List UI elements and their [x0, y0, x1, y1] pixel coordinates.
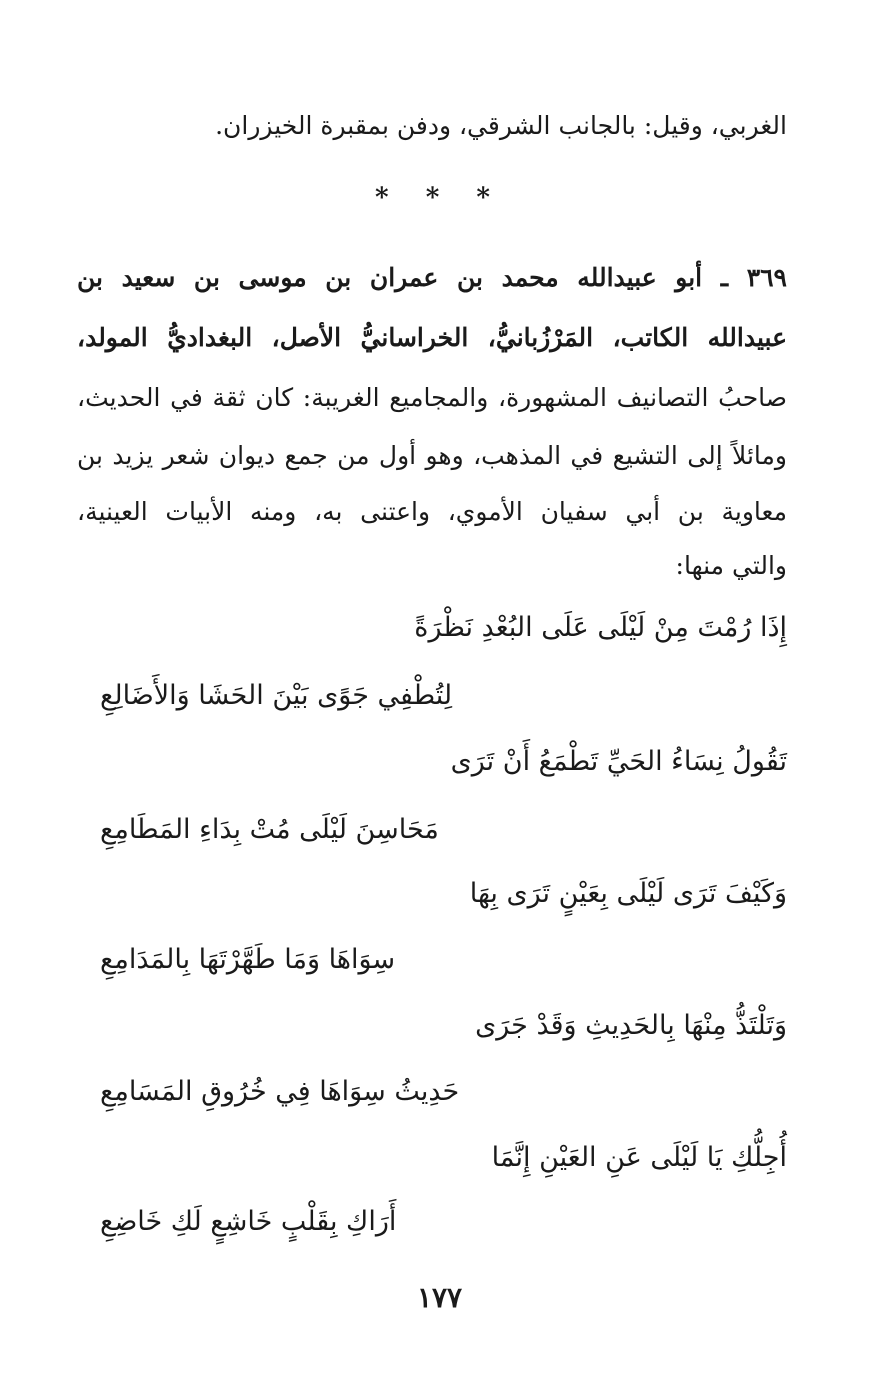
verse-first-hemistich: وَكَيْفَ تَرَى لَيْلَى بِعَيْنٍ تَرَى بِهَا: [469, 878, 787, 909]
intro-line: الغربي، وقيل: بالجانب الشرقي، ودفن بمقبرة الخيزران.: [215, 111, 787, 140]
verse-first-hemistich: إِذَا رُمْتَ مِنْ لَيْلَى عَلَى البُعْدِ نَظْرَةً: [414, 612, 787, 643]
page-number: ١٧٧: [416, 1281, 463, 1314]
entry-line: ٣٦٩ ـ أبو عبيدالله محمد بن عمران بن موسى بن سعيد بن: [77, 263, 787, 292]
section-separator: * * *: [375, 183, 504, 213]
entry-line: صاحبُ التصانيف المشهورة، والمجاميع الغريبة: كان ثقة في الحديث،: [77, 383, 787, 412]
verse-second-hemistich: أَرَاكِ بِقَلْبٍ خَاشِعٍ لَكِ خَاضِعِ: [100, 1206, 397, 1237]
verse-first-hemistich: أُجِلُّكِ يَا لَيْلَى عَنِ العَيْنِ إِنَّمَا: [491, 1142, 787, 1173]
verse-first-hemistich: تَقُولُ نِسَاءُ الحَيِّ تَطْمَعُ أَنْ تَرَى: [450, 746, 787, 777]
verse-second-hemistich: حَدِيثُ سِوَاهَا فِي خُرُوقِ المَسَامِعِ: [100, 1076, 460, 1107]
verse-second-hemistich: لِتُطْفِي جَوًى بَيْنَ الحَشَا وَالأَضَالِعِ: [100, 680, 453, 711]
verse-first-hemistich: وَتَلْتَذُّ مِنْهَا بِالحَدِيثِ وَقَدْ جَرَى: [475, 1010, 787, 1041]
entry-line: عبيدالله الكاتب، المَرْزُبانيُّ، الخراسانيُّ الأصل، البغداديُّ المولد،: [77, 323, 787, 352]
entry-line: معاوية بن أبي سفيان الأموي، واعتنى به، ومنه الأبيات العينية،: [77, 497, 787, 526]
entry-line: والتي منها:: [675, 551, 787, 580]
entry-line: ومائلاً إلى التشيع في المذهب، وهو أول من جمع ديوان شعر يزيد بن: [77, 441, 787, 470]
verse-second-hemistich: مَحَاسِنَ لَيْلَى مُتْ بِدَاءِ المَطَامِعِ: [100, 814, 439, 845]
verse-second-hemistich: سِوَاهَا وَمَا طَهَّرْتَهَا بِالمَدَامِعِ: [100, 944, 396, 975]
